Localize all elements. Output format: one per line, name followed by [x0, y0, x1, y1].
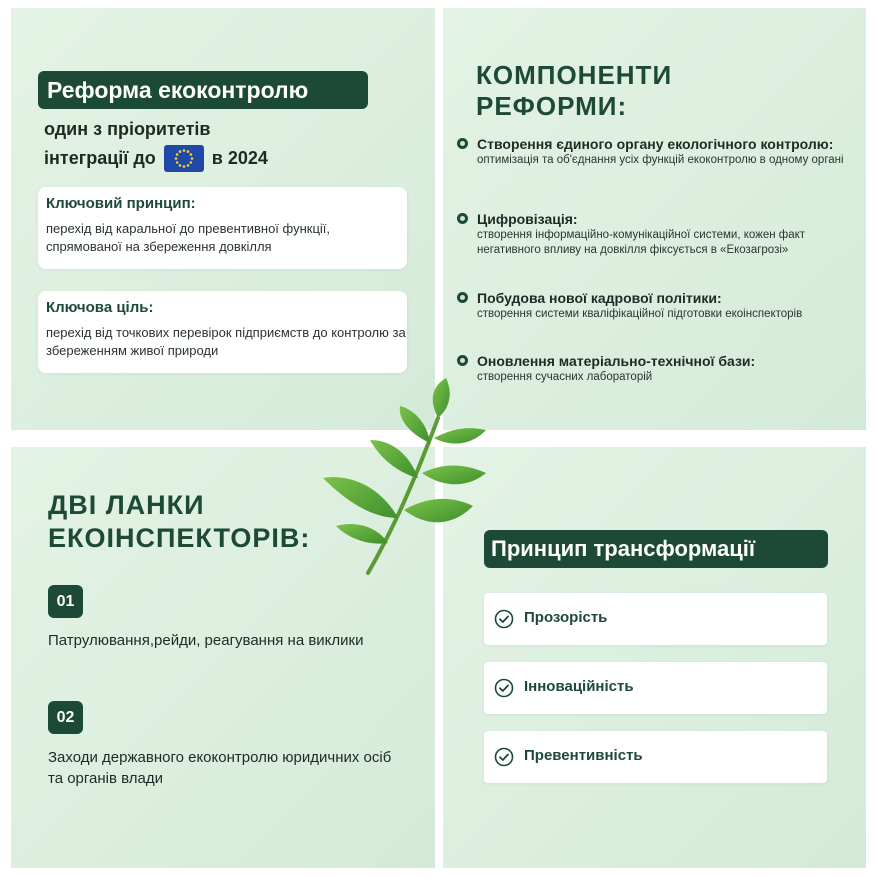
link-description: Патрулювання,рейди, реагування на виклики [48, 632, 364, 649]
component-desc: створення системи кваліфікаційної підготовки екоінспекторів [477, 308, 803, 320]
year-text: в 2024 [211, 148, 268, 168]
key-principle-heading: Ключовий принцип: [46, 195, 196, 212]
components-heading [476, 60, 836, 122]
component-desc: оптимізація та об'єднання усіх функцій екоконтролю в одному органі [477, 154, 844, 166]
principle-card [484, 593, 827, 645]
number-badge: 02 [48, 701, 83, 734]
component-item [457, 290, 857, 322]
reform-panel [11, 8, 435, 430]
principle-card [484, 662, 827, 714]
component-desc: створення сучасних лабораторій [477, 371, 653, 383]
key-goal-text: перехід від точкових перевірок підприємств до контролю за збереженням живої природи [46, 325, 406, 358]
component-title: Оновлення матеріально-технічної бази: [477, 353, 756, 369]
components-heading-line2: РЕФОРМИ: [476, 91, 628, 121]
component-title: Створення єдиного органу екологічного контролю: [477, 136, 834, 152]
integration-text: інтеграції до [44, 148, 156, 168]
principle-card [484, 731, 827, 783]
component-item [457, 136, 857, 168]
bullet-icon [457, 292, 468, 303]
components-heading-line1: КОМПОНЕНТИ [476, 60, 673, 90]
component-title: Цифровізація: [477, 211, 578, 227]
bullet-icon [457, 355, 468, 366]
bullet-icon [457, 213, 468, 224]
links-heading-line2: ЕКОІНСПЕКТОРІВ: [48, 523, 311, 553]
number-badge: 01 [48, 585, 83, 618]
integration-subtitle [44, 145, 268, 172]
reform-title: Реформа екоконтролю [38, 71, 368, 109]
check-circle-icon [494, 609, 514, 634]
component-title: Побудова нової кадрової політики: [477, 290, 722, 306]
links-heading-line1: ДВІ ЛАНКИ [48, 490, 205, 520]
principle-label: Прозорість [524, 609, 608, 626]
priority-subtitle: один з пріоритетів [44, 119, 211, 139]
component-item [457, 353, 857, 385]
key-principle-text: перехід від каральної до превентивної функції, спрямованої на збереження довкілля [46, 221, 331, 254]
principle-label: Превентивність [524, 747, 643, 764]
leaf-branch-icon [308, 378, 508, 578]
components-panel [443, 8, 866, 430]
check-circle-icon [494, 747, 514, 772]
key-goal-card [38, 291, 407, 373]
component-item [457, 211, 857, 258]
eu-flag-icon [164, 145, 204, 172]
transformation-title: Принцип трансформації [484, 530, 828, 568]
key-principle-card [38, 187, 407, 269]
component-desc: створення інформаційно-комунікаційної системи, кожен факт негативного впливу на довкілля фіксується в «Екозагрозі» [477, 229, 806, 256]
principle-label: Інноваційність [524, 678, 634, 695]
check-circle-icon [494, 678, 514, 703]
bullet-icon [457, 138, 468, 149]
link-description: Заходи державного екоконтролю юридичних осіб та органів влади [48, 749, 392, 787]
key-goal-heading: Ключова ціль: [46, 299, 154, 316]
